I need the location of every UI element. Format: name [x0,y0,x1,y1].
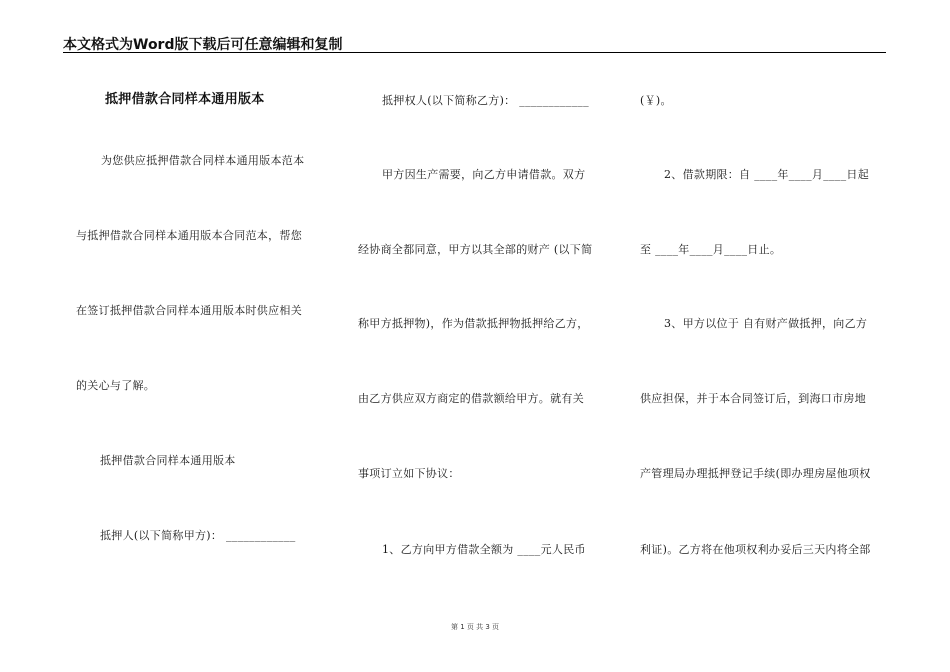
text-line: 抵押权人(以下简称乙方)： ____________ [382,94,589,107]
text-line: 抵押借款合同样本通用版本 [100,454,236,467]
text-line: 产管理局办理抵押登记手续(即办理房屋他项权 [640,467,871,480]
page-number: 第 1 页 共 3 页 [450,623,500,631]
text-line: 为您供应抵押借款合同样本通用版本范本 [101,154,305,167]
text-line: 3、甲方以位于 自有财产做抵押，向乙方 [664,317,868,330]
text-line: 至 ____年____月____日止。 [640,243,782,256]
text-line: 的关心与了解。 [76,379,156,392]
text-line: (￥)。 [640,94,672,107]
text-line: 经协商全都同意，甲方以其全部的财产 (以下简 [358,243,593,256]
text-line: 2、借款期限：自 ____年____月____日起 [664,168,869,181]
text-line: 利证)。乙方将在他项权利办妥后三天内将全部 [640,543,871,556]
text-line: 甲方因生产需要，向乙方申请借款。双方 [382,168,586,181]
text-column-1 [63,0,333,672]
text-line: 抵押人(以下简称甲方)： ____________ [100,529,296,542]
text-line: 由乙方供应双方商定的借款额给甲方。就有关 [358,392,584,405]
text-line: 与抵押借款合同样本通用版本合同范本，帮您 [76,229,302,242]
text-line: 在签订抵押借款合同样本通用版本时供应相关 [76,304,302,317]
text-column-3 [627,0,889,672]
text-line: 事项订立如下协议： [358,467,460,480]
text-line: 供应担保，并于本合同签订后，到海口市房地 [640,392,866,405]
text-column-2 [345,0,607,672]
document-header: 本文格式为Word版下载后可任意编辑和复制 [63,37,343,53]
text-line: 称甲方抵押物)，作为借款抵押物抵押给乙方， [358,317,589,330]
document-title: 抵押借款合同样本通用版本 [105,92,265,107]
text-line: 1、乙方向甲方借款全额为 ____元人民币 [382,543,586,556]
